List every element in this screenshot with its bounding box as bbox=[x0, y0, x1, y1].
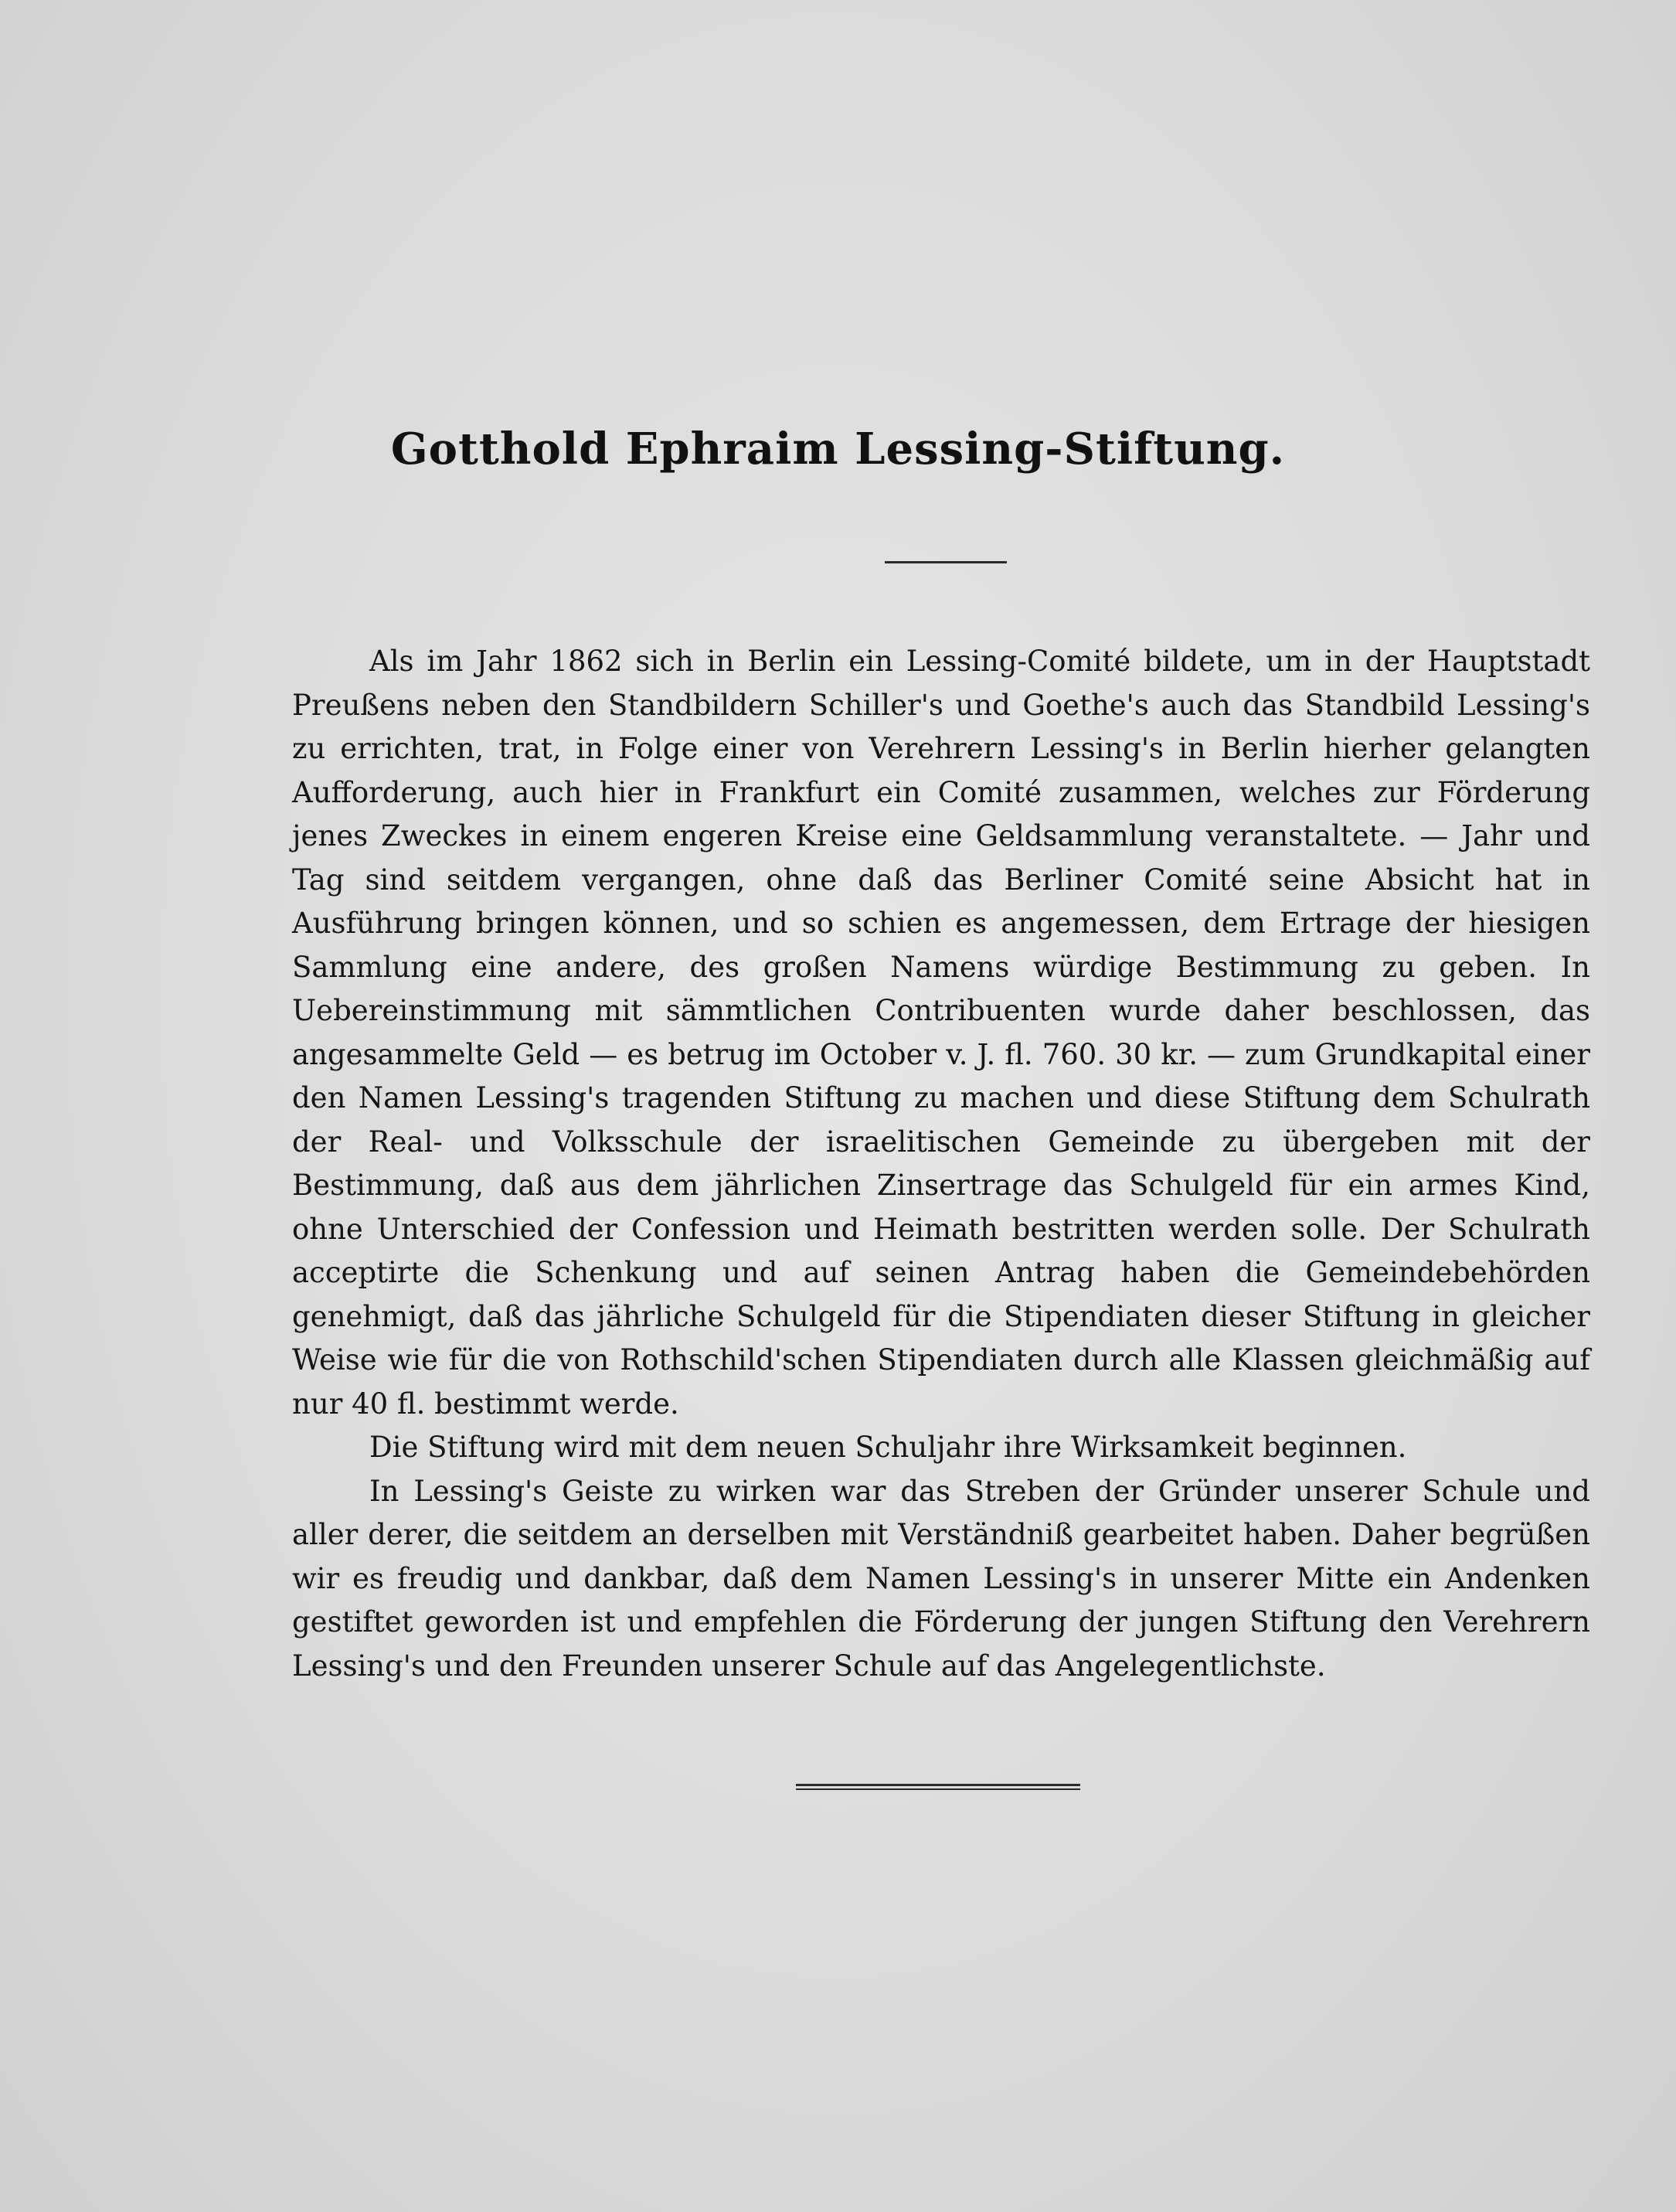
paragraph-1: Als im Jahr 1862 sich in Berlin ein Lessing-Comité bildete, um in der Hauptstadt Preußens neben den Standbildern Schiller's und Goethe's auch das Standbild Lessing's zu errichten, trat, in Folge einer von Verehrern Lessing's in Berlin hierher gelangten Aufforderung, auch hier in Frankfurt ein Comité zusammen, welches zur Förderung jenes Zweckes in einem engeren Kreise eine Geldsammlung veranstaltete. — Jahr und Tag sind seitdem vergangen, ohne daß das Berliner Comité seine Absicht hat in Ausführung bringen können, und so schien es angemessen, dem Ertrage der hiesigen Sammlung eine andere, des großen Namens würdige Bestimmung zu geben. In Uebereinstimmung mit sämmtlichen Contribuenten wurde daher beschlossen, das angesammelte Geld — es betrug im October v. J. fl. 760. 30 kr. — zum Grundkapital einer den Namen Lessing's tragenden Stiftung zu machen und diese Stiftung dem Schulrath der Real- und Volksschule der israelitischen Gemeinde zu übergeben mit der Bestimmung, daß aus dem jährlichen Zinsertrage das Schulgeld für ein armes Kind, ohne Unterschied der Confession und Heimath bestritten werden solle. Der Schulrath acceptirte die Schenkung und auf seinen Antrag haben die Gemeindebehörden genehmigt, daß das jährliche Schulgeld für die Stipendiaten dieser Stiftung in gleicher Weise wie für die von Rothschild'schen Stipendiaten durch alle Klassen gleichmäßig auf nur 40 fl. bestimmt werde. bbox=[292, 645, 1590, 1421]
end-rule bbox=[796, 1784, 1080, 1792]
document-body bbox=[292, 640, 1590, 1688]
document-title: Gotthold Ephraim Lessing-Stiftung. bbox=[390, 424, 1286, 475]
paragraph-3: In Lessing's Geiste zu wirken war das Streben der Gründer unserer Schule und aller derer, die seitdem an derselben mit Verständniß gearbeitet haben. Daher begrüßen wir es freudig und dankbar, daß dem Namen Lessing's in unserer Mitte ein Andenken gestiftet geworden ist und empfehlen die Förderung der jungen Stiftung den Verehrern Lessing's und den Freunden unserer Schule auf das Angelegentlichste. bbox=[292, 1474, 1590, 1683]
title-rule bbox=[885, 561, 1007, 563]
end-rule-line-bottom bbox=[796, 1788, 1080, 1790]
end-rule-line-top bbox=[796, 1784, 1080, 1786]
paragraph-2: Die Stiftung wird mit dem neuen Schuljahr ihre Wirksamkeit beginnen. bbox=[369, 1431, 1407, 1464]
